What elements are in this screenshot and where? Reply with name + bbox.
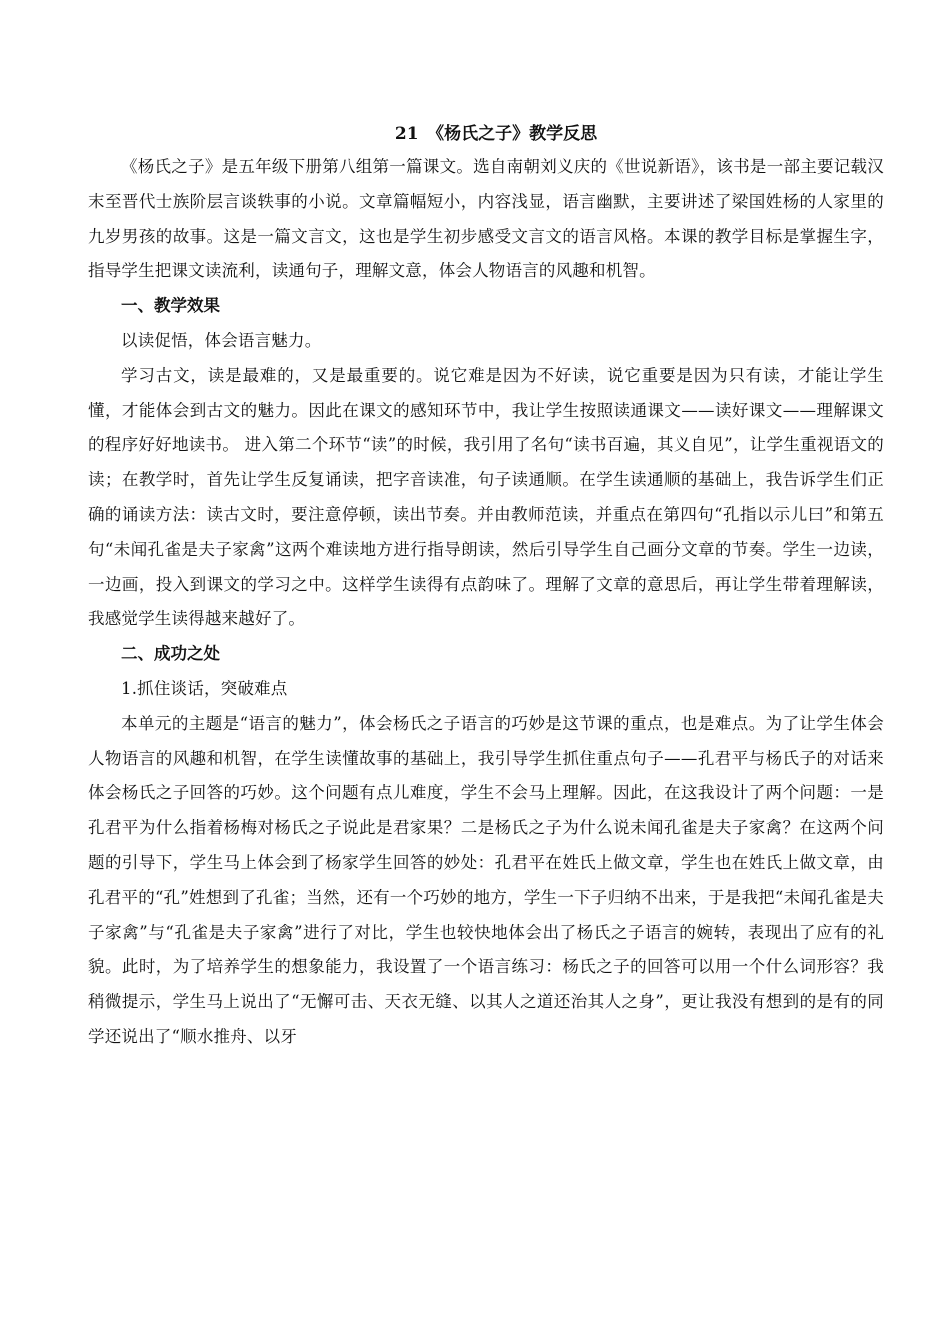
section2-subheading: 1.抓住谈话，突破难点 <box>121 678 288 698</box>
document-page <box>88 118 884 1055</box>
section1-lead-paragraph: 以读促悟，体会语言魅力。 <box>121 330 322 350</box>
section-heading-teaching-effect: 一、教学效果 <box>121 296 220 316</box>
section2-body-paragraph: 本单元的主题是“语言的魅力”，体会杨氏之子语言的巧妙是这节课的重点，也是难点。为了让学生体会人物语言的风趣和机智，在学生读懂故事的基础上，我引导学生抓住重点句子——孔君平与杨氏子的对话来体会杨氏之子回答的巧妙。这个问题有点儿难度，学生不会马上理解。因此，在这我设计了两个问题：一是孔君平为什么指着杨梅对杨氏之子说此是君家果？二是杨氏之子为什么说未闻孔雀是夫子家禽？在这两个问题的引导下，学生马上体会到了杨家学生回答的妙处：孔君平在姓氏上做文章，学生也在姓氏上做文章，由孔君平的“孔”姓想到了孔雀；当然，还有一个巧妙的地方，学生一下子归纳不出来，于是我把“未闻孔雀是夫子家禽”与“孔雀是夫子家禽”进行了对比，学生也较快地体会出了杨氏之子语言的婉转，表现出了应有的礼貌。此时，为了培养学生的想象能力，我设置了一个语言练习：杨氏之子的回答可以用一个什么词形容？我稍微提示，学生马上说出了“无懈可击、天衣无缝、以其人之道还治其人之身”，更让我没有想到的是有的同学还说出了“顺水推舟、以牙 <box>88 713 884 1046</box>
section-heading-success: 二、成功之处 <box>121 644 220 664</box>
intro-paragraph: 《杨氏之子》是五年级下册第八组第一篇课文。选自南朝刘义庆的《世说新语》，该书是一部主要记载汉末至晋代士族阶层言谈轶事的小说。文章篇幅短小，内容浅显，语言幽默，主要讲述了梁国姓杨的人家里的九岁男孩的故事。这是一篇文言文，这也是学生初步感受文言文的语言风格。本课的教学目标是掌握生字，指导学生把课文读流利，读通句子，理解文意，体会人物语言的风趣和机智。 <box>88 157 884 281</box>
section1-body-paragraph: 学习古文，读是最难的，又是最重要的。说它难是因为不好读，说它重要是因为只有读，才能让学生懂，才能体会到古文的魅力。因此在课文的感知环节中，我让学生按照读通课文——读好课文——理解课文的程序好好地读书。 进入第二个环节“读”的时候，我引用了名句“读书百遍，其义自见”，让学生重视语文的读；在教学时，首先让学生反复诵读，把字音读准，句子读通顺。在学生读通顺的基础上，我告诉学生们正确的诵读方法：读古文时，要注意停顿，读出节奏。并由教师范读，并重点在第四句“孔指以示儿曰”和第五句“未闻孔雀是夫子家禽”这两个难读地方进行指导朗读，然后引导学生自己画分文章的节奏。学生一边读，一边画，投入到课文的学习之中。这样学生读得有点韵味了。理解了文章的意思后，再让学生带着理解读，我感觉学生读得越来越好了。 <box>88 365 884 629</box>
document-title: 21 《杨氏之子》教学反思 <box>394 124 598 144</box>
